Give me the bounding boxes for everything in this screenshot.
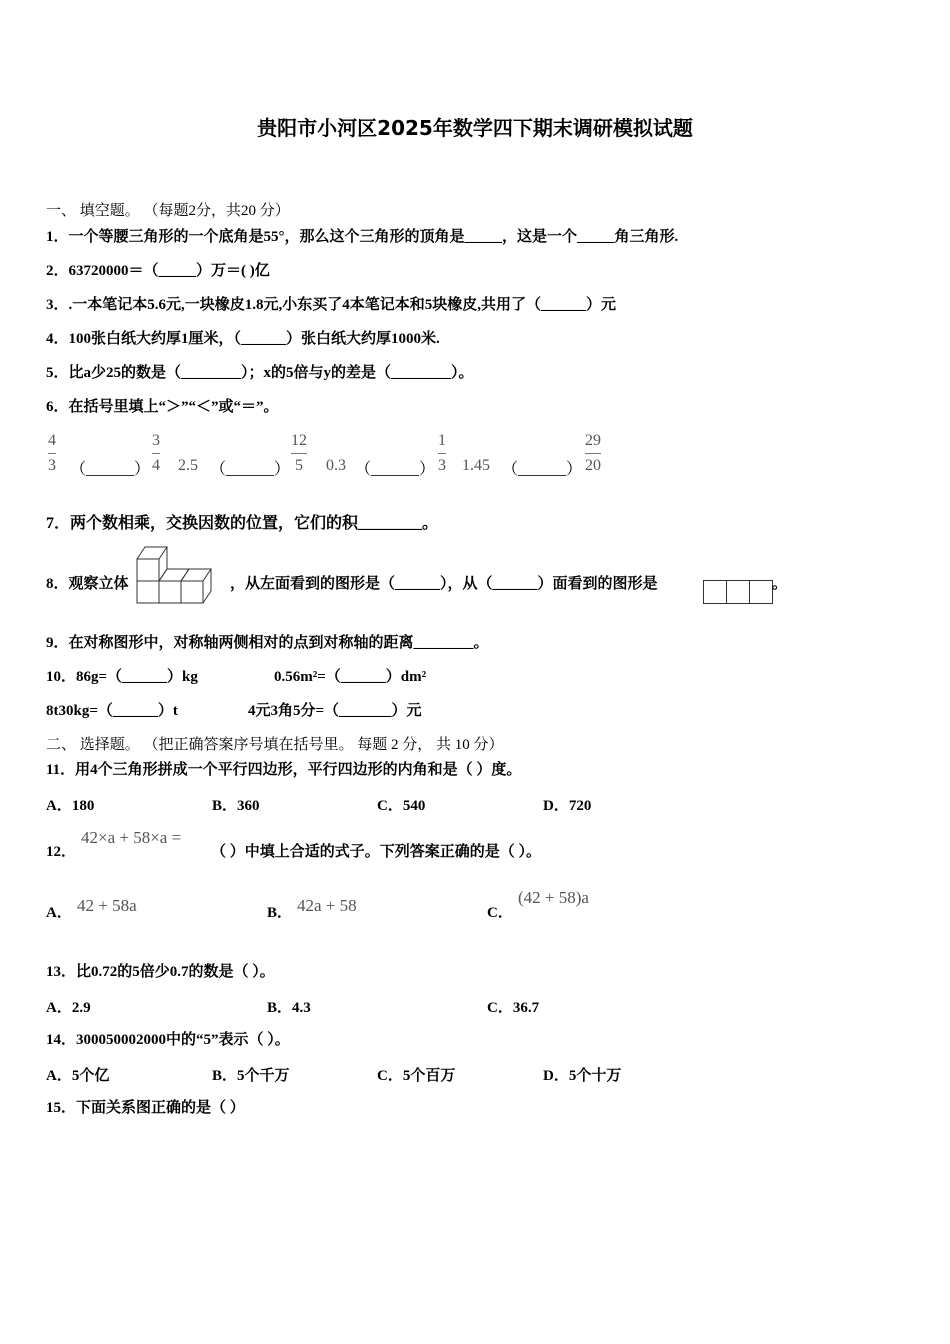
option-a: A．180: [46, 798, 95, 814]
question-2: 2．63720000＝（_____）万＝( )亿: [46, 263, 270, 279]
question-8-end: 。: [772, 576, 788, 592]
denominator: 3: [438, 457, 446, 474]
option-b: B．: [267, 905, 293, 921]
question-12-number: 12．: [46, 844, 77, 860]
option-c-expression: (42 + 58)a: [518, 888, 589, 907]
fraction: [48, 432, 56, 475]
blank: （______）: [70, 461, 151, 478]
question-8-text: ，从左面看到的图形是（______），从（______）面看到的图形是: [230, 576, 658, 592]
fraction: [438, 432, 446, 475]
option-c: C．540: [377, 798, 426, 814]
question-10-b: 0.56m²=（______）dm²: [274, 669, 427, 685]
three-square-figure: [703, 580, 773, 604]
option-a: A．: [46, 905, 72, 921]
question-15: 15．下面关系图正确的是（ ）: [46, 1100, 245, 1116]
option-b-expression: 42a + 58: [297, 896, 357, 915]
question-13: 13．比0.72的5倍少0.7的数是（ ）。: [46, 964, 275, 980]
option-c: C．5个百万: [377, 1068, 456, 1084]
blank: （______）: [502, 461, 583, 478]
numerator: 3: [152, 432, 160, 449]
numerator: 12: [291, 432, 307, 449]
denominator: 3: [48, 457, 56, 474]
numerator: 1: [438, 432, 446, 449]
value: 1.45: [462, 457, 490, 474]
section-1-heading: 一、 填空题。 （每题2分，共20 分）: [46, 203, 290, 219]
question-14: 14．300050002000中的“5”表示（ ）。: [46, 1032, 290, 1048]
option-b: B．5个千万: [212, 1068, 290, 1084]
section-2-heading: 二、 选择题。 （把正确答案序号填在括号里。 每题 2 分， 共 10 分）: [46, 737, 504, 753]
question-1: 1．一个等腰三角形的一个底角是55°，那么这个三角形的顶角是_____，这是一个_____角三角形.: [46, 229, 679, 245]
blank: （______）: [210, 461, 291, 478]
option-a: A．5个亿: [46, 1068, 110, 1084]
value: 2.5: [178, 457, 198, 474]
cube-figure: [135, 545, 220, 605]
blank: （______）: [355, 461, 436, 478]
denominator: 5: [295, 457, 303, 474]
question-12-expression: 42×a + 58×a =: [81, 828, 182, 847]
question-10-c: 8t30kg=（______）t: [46, 703, 178, 719]
option-b: B．4.3: [267, 1000, 311, 1016]
question-8-intro: 8．观察立体: [46, 576, 129, 592]
question-10-a: 10．86g=（______）kg: [46, 669, 198, 685]
question-4: 4．100张白纸大约厚1厘米，（______）张白纸大约厚1000米.: [46, 331, 440, 347]
question-5: 5．比a少25的数是（________）；x的5倍与y的差是（________）。: [46, 365, 474, 381]
fraction: [585, 432, 601, 475]
question-7: 7．两个数相乘，交换因数的位置，它们的积________。: [46, 515, 439, 532]
fraction: [152, 432, 160, 475]
question-3: 3．.一本笔记本5.6元,一块橡皮1.8元,小东买了4本笔记本和5块橡皮,共用了（______）元: [46, 297, 617, 313]
question-12: （ ）中填上合适的式子。下列答案正确的是（ ）。: [211, 844, 542, 860]
question-10-d: 4元3角5分=（_______）元: [248, 703, 422, 719]
denominator: 20: [585, 457, 601, 474]
question-6: 6．在括号里填上“＞”“＜”或“＝”。: [46, 399, 279, 415]
denominator: 4: [152, 457, 160, 474]
question-9: 9．在对称图形中，对称轴两侧相对的点到对称轴的距离________。: [46, 635, 489, 651]
option-a: A．2.9: [46, 1000, 91, 1016]
numerator: 4: [48, 432, 56, 449]
option-c: C．: [487, 905, 513, 921]
numerator: 29: [585, 432, 601, 449]
option-d: D．5个十万: [543, 1068, 622, 1084]
fraction: [291, 432, 307, 475]
value: 0.3: [326, 457, 346, 474]
option-a-expression: 42 + 58a: [77, 896, 137, 915]
question-11: 11．用4个三角形拼成一个平行四边形，平行四边形的内角和是（ ）度。: [46, 762, 522, 778]
option-c: C．36.7: [487, 1000, 540, 1016]
option-b: B．360: [212, 798, 260, 814]
option-d: D．720: [543, 798, 592, 814]
page-title: 贵阳市小河区2025年数学四下期末调研模拟试题: [257, 116, 693, 140]
